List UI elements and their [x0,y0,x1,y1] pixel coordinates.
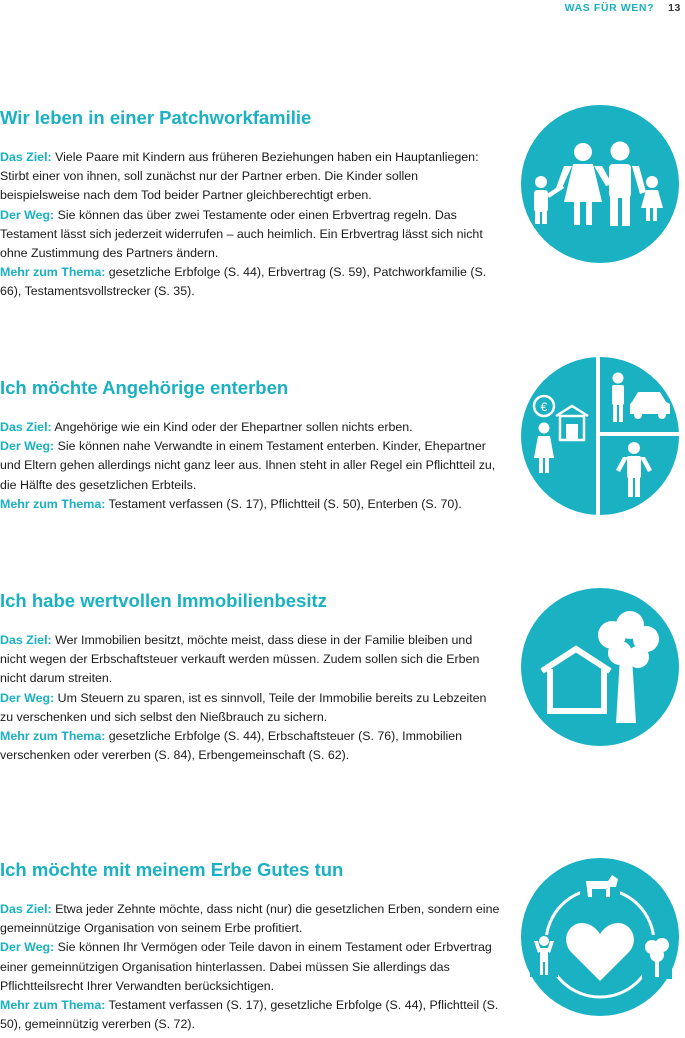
goal-label: Das Ziel: [0,420,52,434]
page-number: 13 [668,2,681,14]
euro-coin-label: € [540,400,548,414]
section-title: WAS FÜR WEN? [564,2,655,14]
more-label: Mehr zum Thema: [0,729,106,744]
section-body [0,631,500,765]
section-real-estate [0,589,500,765]
way-label: Der Weg: [0,207,55,222]
heart-charity-icon [520,857,680,1017]
way-label: Der Weg: [0,439,55,454]
way-text: Sie können Ihr Vermögen oder Teile davon in einem Testament oder Erbvertrag einer gemeinnützigen Organisation hinterlassen. Dabei müssen Sie allerdings das Pflichtteilsrecht Ihrer Verwandten berücksichtigen. [0,940,492,993]
page-header [565,0,681,16]
more-label: Mehr zum Thema: [0,496,106,511]
goal-label: Das Ziel: [0,150,52,164]
section-heading: Ich habe wertvollen Immobilienbesitz [0,590,327,611]
goal-text: Angehörige wie ein Kind oder der Ehepartner sollen nichts erben. [51,420,413,434]
more-label: Mehr zum Thema: [0,265,106,280]
section-body [0,900,500,1034]
way-text: Sie können das über zwei Testamente oder einen Erbvertrag regeln. Das Testament lässt sich jederzeit widerrufen – auch heimlich. Ein Erbvertrag lässt sich nicht ohne Zustimmung des Partners ändern. [0,207,483,261]
family-icon [520,104,680,264]
section-heading: Wir leben in einer Patchworkfamilie [0,107,312,128]
more-text: Testament verfassen (S. 17), gesetzliche Erbfolge (S. 44), Pflichtteil (S. 50), gemeinnützig vererben (S. 72). [0,998,499,1032]
section-disinherit [0,376,500,514]
section-charity [0,858,500,1034]
goal-label: Das Ziel: [0,902,52,916]
section-patchwork [0,106,500,302]
divided-estate-icon [520,356,680,516]
more-text: gesetzliche Erbfolge (S. 44), Erbschaftsteuer (S. 76), Immobilien verschenken oder vererben (S. 84), Erbengemeinschaft (S. 62). [0,729,463,763]
way-text: Sie können nahe Verwandte in einem Testament enterben. Kinder, Ehepartner und Eltern gehen allerdings nicht ganz leer aus. Ihnen steht in aller Regel ein Pflichtteil zu, die Hälfte des gesetzlichen Erbteils. [0,439,496,492]
more-text: gesetzliche Erbfolge (S. 44), Erbvertrag (S. 59), Patchworkfamilie (S. 66), Testamentsvollstrecker (S. 35). [0,265,487,299]
way-label: Der Weg: [0,690,55,705]
section-body [0,148,500,302]
more-text: Testament verfassen (S. 17), Pflichtteil (S. 50), Enterben (S. 70). [105,496,462,511]
section-heading: Ich möchte Angehörige enterben [0,377,289,398]
way-text: Um Steuern zu sparen, ist es sinnvoll, Teile der Immobilie bereits zu Lebzeiten zu verschenken und sich selbst den Nießbrauch zu sichern. [0,690,487,724]
goal-text: Etwa jeder Zehnte möchte, dass nicht (nur) die gesetzlichen Erben, sondern eine gemeinnützige Organisation von seinem Erbe profitiert. [0,902,500,936]
section-heading: Ich möchte mit meinem Erbe Gutes tun [0,859,344,880]
goal-text: Wer Immobilien besitzt, möchte meist, dass diese in der Familie bleiben und nicht wegen der Erbschaftsteuer verkauft werden müssen. Zudem sollen sich die Erben nicht darum streiten. [0,633,480,686]
more-label: Mehr zum Thema: [0,998,106,1013]
goal-text: Viele Paare mit Kindern aus früheren Beziehungen haben ein Hauptanliegen: Stirbt einer von ihnen, soll zunächst nur der Partner erben. Die Kinder sollen beispielsweise nach dem Tod beider Partner gleichberechtigt erben. [0,150,479,203]
section-body [0,418,500,514]
goal-label: Das Ziel: [0,633,52,647]
house-tree-icon [520,587,680,747]
way-label: Der Weg: [0,940,55,955]
